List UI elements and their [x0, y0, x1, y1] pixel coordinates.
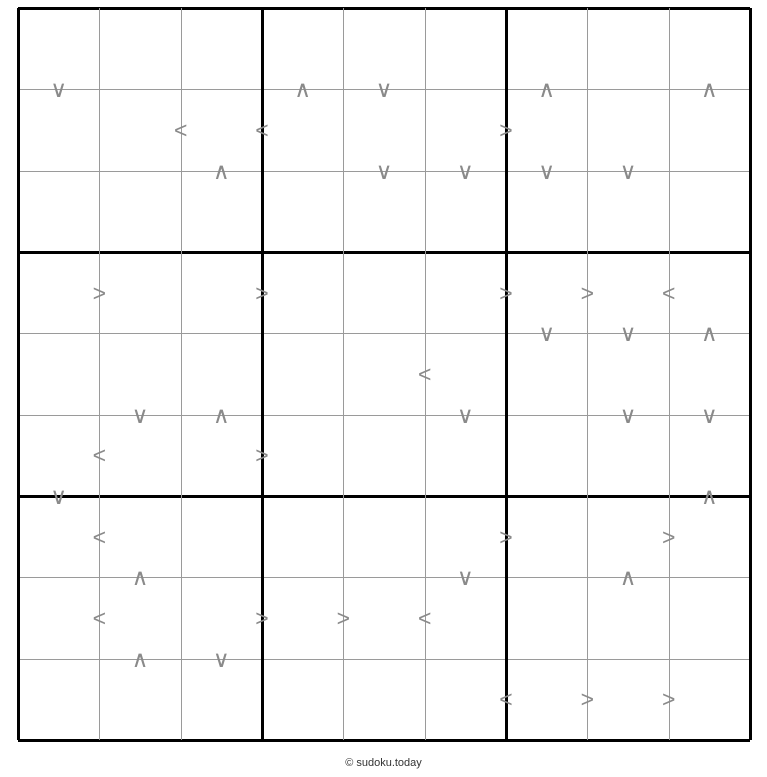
grid-cell-r9c7[interactable] [506, 659, 587, 740]
grid-cell-r1c9[interactable] [669, 8, 750, 89]
grid-cell-r1c5[interactable] [343, 8, 424, 89]
grid-cell-r5c5[interactable] [343, 333, 424, 414]
grid-cell-r7c5[interactable] [343, 496, 424, 577]
grid-cell-r7c1[interactable] [18, 496, 99, 577]
grid-cell-r7c4[interactable] [262, 496, 343, 577]
grid-cell-r8c1[interactable] [18, 577, 99, 658]
grid-cell-r2c3[interactable] [181, 89, 262, 170]
grid-cell-r7c9[interactable] [669, 496, 750, 577]
grid-cell-r2c5[interactable] [343, 89, 424, 170]
grid-cell-r2c8[interactable] [587, 89, 668, 170]
grid-cell-r3c5[interactable] [343, 171, 424, 252]
grid-cell-r5c7[interactable] [506, 333, 587, 414]
grid-cell-r9c2[interactable] [99, 659, 180, 740]
grid-cell-r2c9[interactable] [669, 89, 750, 170]
grid-cell-r7c2[interactable] [99, 496, 180, 577]
grid-cell-r4c4[interactable] [262, 252, 343, 333]
grid-cell-r3c9[interactable] [669, 171, 750, 252]
grid-cell-r5c3[interactable] [181, 333, 262, 414]
grid-cell-r3c6[interactable] [425, 171, 506, 252]
grid-cell-r8c6[interactable] [425, 577, 506, 658]
footer-credit: © sudoku.today [345, 757, 422, 769]
grid-cell-r3c8[interactable] [587, 171, 668, 252]
grid-cell-r4c5[interactable] [343, 252, 424, 333]
grid-cell-r5c6[interactable] [425, 333, 506, 414]
grid-cell-r4c8[interactable] [587, 252, 668, 333]
grid-cell-r6c9[interactable] [669, 415, 750, 496]
grid-cell-r5c8[interactable] [587, 333, 668, 414]
grid-cell-r6c6[interactable] [425, 415, 506, 496]
grid-cell-r1c1[interactable] [18, 8, 99, 89]
grid-cell-r8c4[interactable] [262, 577, 343, 658]
grid-cell-r1c8[interactable] [587, 8, 668, 89]
grid-cell-r5c1[interactable] [18, 333, 99, 414]
grid-cell-r8c8[interactable] [587, 577, 668, 658]
grid-cell-r3c3[interactable] [181, 171, 262, 252]
grid-cell-r9c1[interactable] [18, 659, 99, 740]
grid-cell-r6c5[interactable] [343, 415, 424, 496]
grid-cell-r3c1[interactable] [18, 171, 99, 252]
grid-cell-r7c7[interactable] [506, 496, 587, 577]
grid-cell-r2c1[interactable] [18, 89, 99, 170]
grid-cell-r6c4[interactable] [262, 415, 343, 496]
grid-cell-r3c4[interactable] [262, 171, 343, 252]
grid-cell-r5c4[interactable] [262, 333, 343, 414]
grid-cell-r2c4[interactable] [262, 89, 343, 170]
grid-cell-r8c3[interactable] [181, 577, 262, 658]
grid-cell-r8c9[interactable] [669, 577, 750, 658]
grid-cell-r1c3[interactable] [181, 8, 262, 89]
grid-cell-r3c2[interactable] [99, 171, 180, 252]
grid-cell-r6c1[interactable] [18, 415, 99, 496]
grid-cell-r9c4[interactable] [262, 659, 343, 740]
grid-cell-r5c9[interactable] [669, 333, 750, 414]
grid-cell-r6c2[interactable] [99, 415, 180, 496]
grid-cell-r9c9[interactable] [669, 659, 750, 740]
grid-cell-r4c2[interactable] [99, 252, 180, 333]
grid-cell-r4c6[interactable] [425, 252, 506, 333]
grid-cell-r7c8[interactable] [587, 496, 668, 577]
grid-cell-r3c7[interactable] [506, 171, 587, 252]
grid-cell-r4c7[interactable] [506, 252, 587, 333]
grid-cell-r5c2[interactable] [99, 333, 180, 414]
grid-cell-r7c6[interactable] [425, 496, 506, 577]
grid-cell-r2c2[interactable] [99, 89, 180, 170]
grid-cell-r9c5[interactable] [343, 659, 424, 740]
grid-cell-r6c8[interactable] [587, 415, 668, 496]
grid-cell-r2c7[interactable] [506, 89, 587, 170]
grid-cell-r1c6[interactable] [425, 8, 506, 89]
grid-cell-r7c3[interactable] [181, 496, 262, 577]
grid-cell-r4c3[interactable] [181, 252, 262, 333]
grid-cell-r9c3[interactable] [181, 659, 262, 740]
grid-cell-r4c1[interactable] [18, 252, 99, 333]
grid-cell-r6c7[interactable] [506, 415, 587, 496]
grid-cell-r9c8[interactable] [587, 659, 668, 740]
grid-cell-r9c6[interactable] [425, 659, 506, 740]
grid-cell-r1c7[interactable] [506, 8, 587, 89]
grid-cell-r1c2[interactable] [99, 8, 180, 89]
grid-cell-r8c5[interactable] [343, 577, 424, 658]
grid-cell-r2c6[interactable] [425, 89, 506, 170]
grid-cell-r8c2[interactable] [99, 577, 180, 658]
grid-cell-r4c9[interactable] [669, 252, 750, 333]
grid-cell-r1c4[interactable] [262, 8, 343, 89]
grid-cell-r6c3[interactable] [181, 415, 262, 496]
grid-cell-r8c7[interactable] [506, 577, 587, 658]
sudoku-board[interactable] [18, 8, 750, 740]
